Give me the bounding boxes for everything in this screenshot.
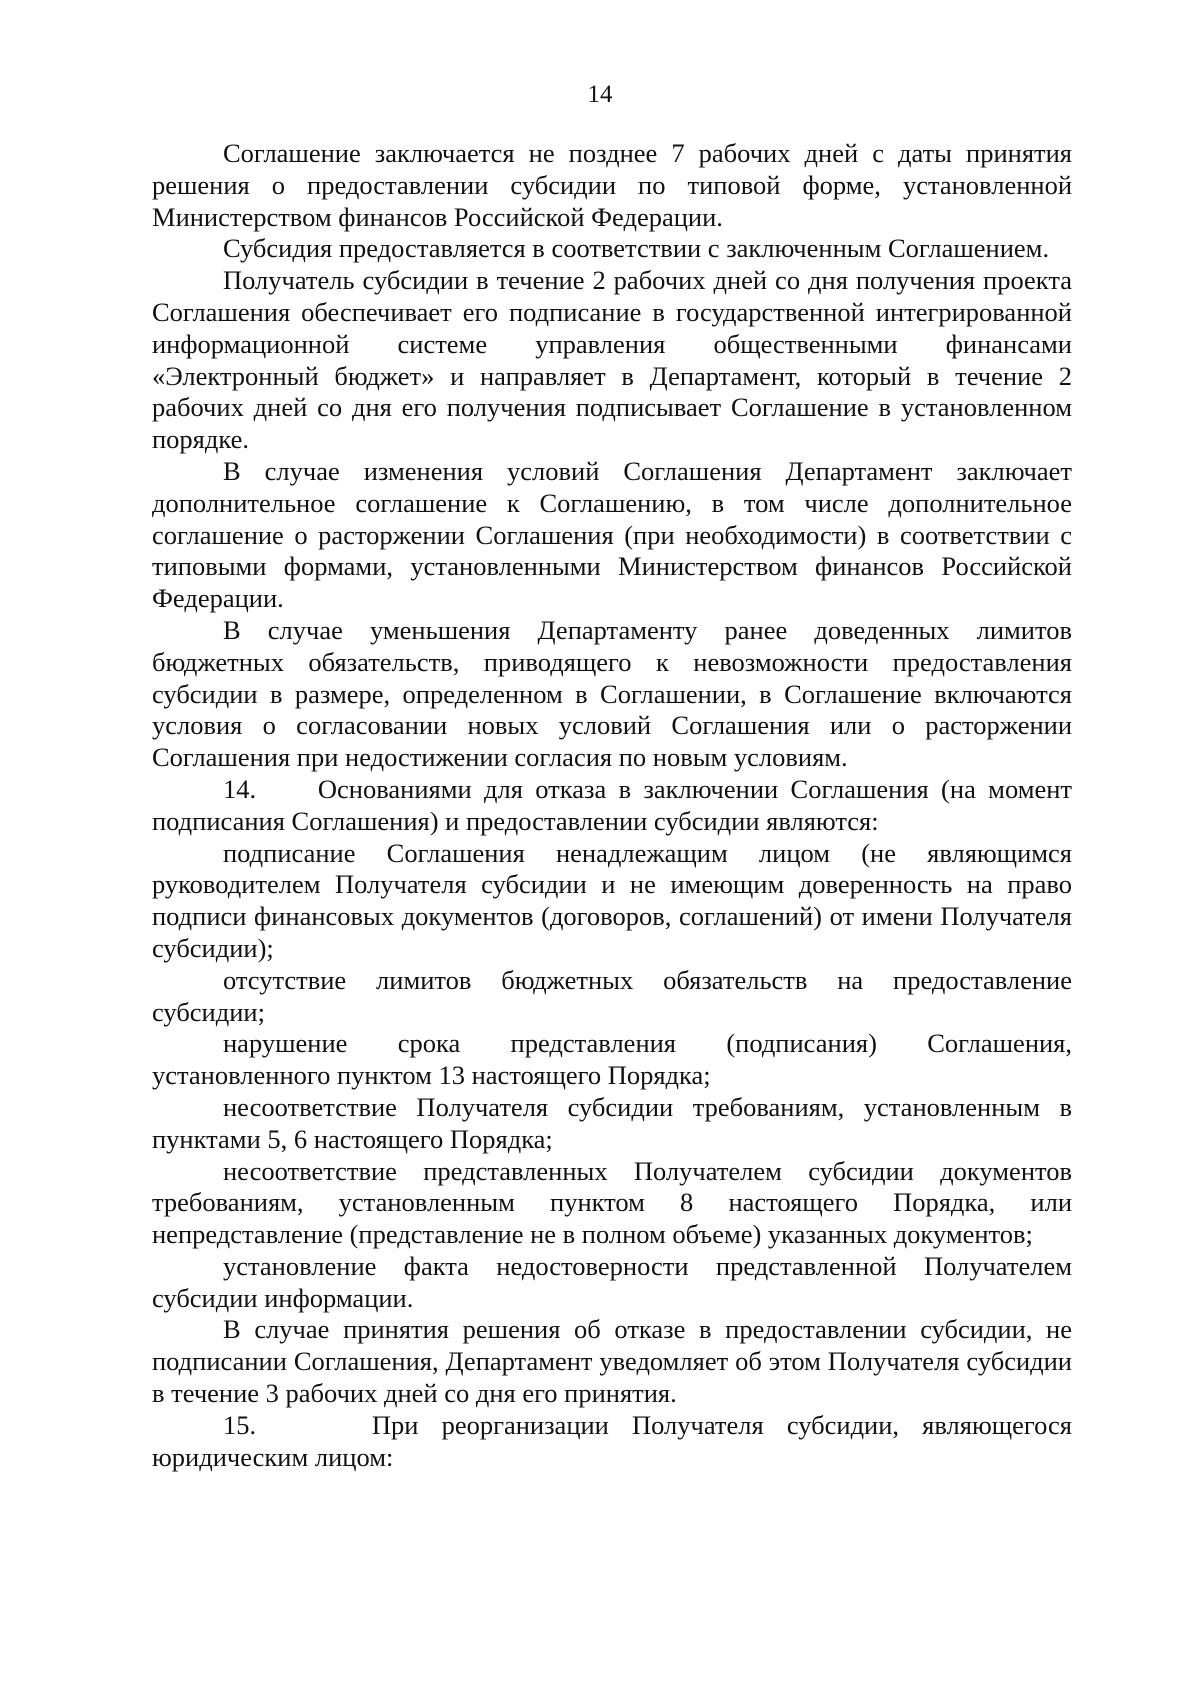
paragraph-agreement-changes: В случае изменения условий Соглашения Департамент заключает дополнительное соглашение к Соглашению, в том числе дополнительное соглашение о расторжении Соглашения (при необходимости) в соответствии с типовыми формами, установленными Министерством финансов Российской Федерации. bbox=[152, 455, 1072, 614]
paragraph-refusal-requirements-mismatch: несоответствие Получателя субсидии требованиям, установленным в пунктами 5, 6 настоящего Порядка; bbox=[152, 1091, 1072, 1154]
document-body bbox=[152, 138, 1079, 1473]
paragraph-refusal-false-information: установление факта недостоверности представленной Получателем субсидии информации. bbox=[152, 1250, 1072, 1313]
paragraph-agreement-deadline: Соглашение заключается не позднее 7 рабочих дней с даты принятия решения о предоставлении субсидии по типовой форме, установленной Министерством финансов Российской Федерации. bbox=[152, 138, 1072, 232]
paragraph-subsidy-provided: Субсидия предоставляется в соответствии с заключенным Соглашением. bbox=[223, 233, 1050, 264]
paragraph-refusal-no-limits: отсутствие лимитов бюджетных обязательств на предоставление субсидии; bbox=[152, 964, 1072, 1027]
paragraph-refusal-deadline-violation: нарушение срока представления (подписания) Соглашения, установленного пунктом 13 настоящего Порядка; bbox=[152, 1028, 1072, 1091]
paragraph-item-15: 15. При реорганизации Получателя субсидии, являющегося юридическим лицом: bbox=[152, 1409, 1079, 1472]
page-number: 14 bbox=[587, 81, 613, 108]
paragraph-item-14: 14. Основаниями для отказа в заключении Соглашения (на момент подписания Соглашения) и предоставлении субсидии являются: bbox=[152, 773, 1079, 836]
paragraph-budget-limits-reduction: В случае уменьшения Департаменту ранее доведенных лимитов бюджетных обязательств, приводящего к невозможности предоставления субсидии в размере, определенном в Соглашении, в Соглашение включаются условия о согласовании новых условий Соглашения или о расторжении Соглашения при недостижении согласия по новым условиям. bbox=[152, 614, 1072, 773]
paragraph-refusal-documents-mismatch: несоответствие представленных Получателем субсидии документов требованиям, установленным пунктом 8 настоящего Порядка, или непредставление (представление не в полном объеме) указанных документов; bbox=[152, 1155, 1072, 1250]
paragraph-recipient-signing: Получатель субсидии в течение 2 рабочих дней со дня получения проекта Соглашения обеспечивает его подписание в государственной интегрированной информационной системе управления общественными финансами «Электронный бюджет» и направляет в Департамент, который в течение 2 рабочих дней со дня его получения подписывает Соглашение в установленном порядке. bbox=[152, 265, 1072, 455]
paragraph-refusal-improper-signatory: подписание Соглашения ненадлежащим лицом (не являющимся руководителем Получателя субсидии и не имеющим доверенность на право подписи финансовых документов (договоров, соглашений) от имени Получателя субсидии); bbox=[152, 837, 1072, 963]
paragraph-refusal-notification: В случае принятия решения об отказе в предоставлении субсидии, не подписании Соглашения, Департамент уведомляет об этом Получателя субсидии в течение 3 рабочих дней со дня его принятия. bbox=[152, 1314, 1072, 1409]
